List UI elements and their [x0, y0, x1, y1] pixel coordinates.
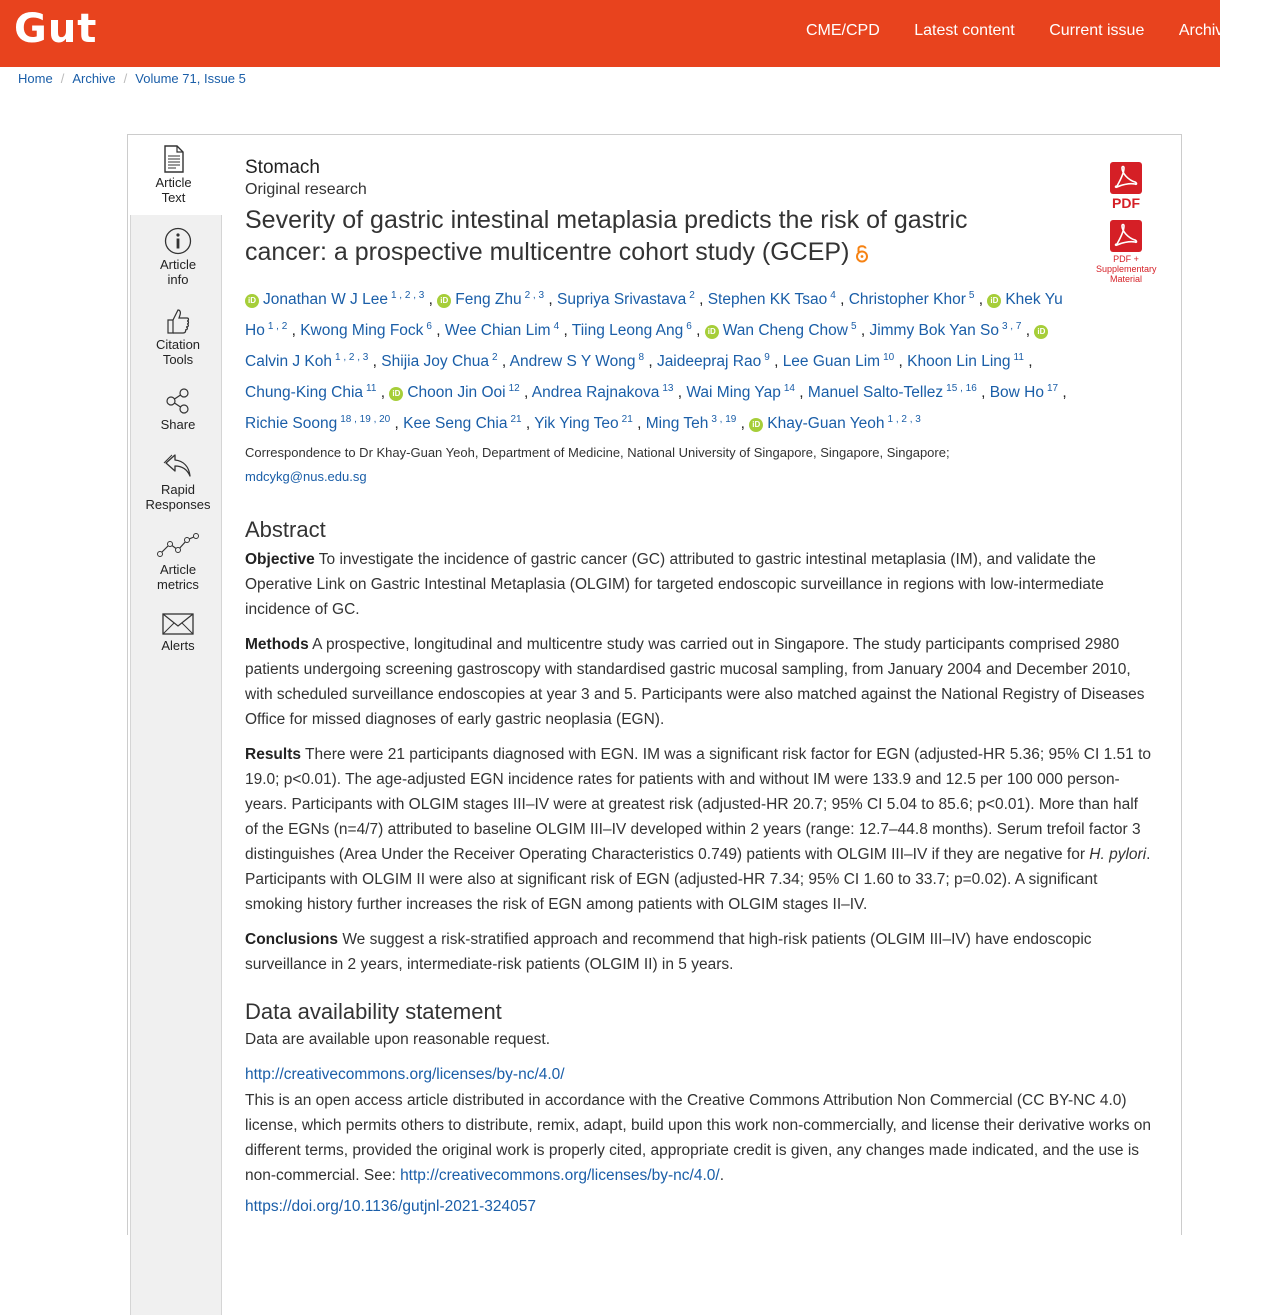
tab-label: Article [155, 175, 192, 190]
author-affiliation[interactable]: 10 [883, 352, 895, 363]
thumbs-up-icon [165, 307, 191, 335]
license-link-inline[interactable]: http://creativecommons.org/licenses/by-nc/4.0/ [400, 1167, 720, 1184]
author-affiliation[interactable]: 3 , 7 [1001, 321, 1022, 332]
author [749, 415, 921, 432]
abstract-text: There were 21 participants diagnosed with EGN. IM was a significant risk factor for EGN (adjusted-HR 5.36; 95% CI 1.51 to 19.0; p<0.01). The age-adjusted EGN incidence rates for patients with and without IM were 133.9 and 12.5 per 100 000 person-years. Participants with OLGIM stages III–IV were at greatest risk (adjusted-HR 20.7; 95% CI 5.04 to 85.6; p<0.01). More than half of the EGNs (n=4/7) attributed to baseline OLGIM III–IV developed within 2 years (range: 12.7–44.8 months). Serum trefoil factor 3 distinguishes (Area Under the Receiver Operating Characteristics 0.749) patients with OLGIM III–IV if they are negative for [245, 746, 1152, 863]
author-affiliation[interactable]: 12 [508, 383, 520, 394]
tab-label: Rapid [161, 482, 195, 497]
orcid-icon[interactable]: iD [749, 418, 763, 432]
abstract-conclusions [245, 927, 1155, 977]
author-affiliation[interactable]: 1 , 2 , 3 [390, 290, 425, 301]
author [849, 291, 975, 308]
author-link[interactable]: Calvin J Koh [245, 353, 333, 370]
author-affiliation[interactable]: 17 [1046, 383, 1059, 394]
author [403, 415, 521, 432]
breadcrumb-issue[interactable]: Volume 71, Issue 5 [135, 71, 246, 86]
orcid-icon[interactable]: iD [1034, 325, 1048, 339]
author [557, 291, 695, 308]
nav-latest-content[interactable]: Latest content [914, 22, 1015, 39]
author [245, 384, 376, 401]
correspondence-email[interactable]: mdcykg@nus.edu.sg [245, 469, 367, 484]
author [389, 384, 519, 401]
tab-article-info[interactable] [133, 227, 223, 287]
tab-label: Article [159, 257, 197, 272]
author [510, 353, 644, 370]
article-type: Original research [245, 181, 367, 198]
author-affiliation[interactable]: 6 [426, 321, 432, 332]
tab-label: metrics [157, 577, 199, 592]
license-text-body: This is an open access article distributed in accordance with the Creative Commons Attribution Non Commercial (CC BY-NC 4.0) license, which permits others to distribute, remix, adapt, build upon this work non-commercially, and license their derivative works on different terms, provided the original work is properly cited, appropriate credit is given, any changes made indicated, and the use is non-commercial. See: [245, 1092, 1152, 1184]
author [245, 291, 424, 308]
correspondence-text: Correspondence to Dr Khay-Guan Yeoh, Department of Medicine, National University of Singapore, Singapore, Singapore; [245, 445, 950, 460]
author-affiliation[interactable]: 3 , 19 [711, 414, 737, 425]
author [437, 291, 544, 308]
author-affiliation[interactable]: 2 [492, 352, 498, 363]
author-affiliation[interactable]: 14 [783, 383, 795, 394]
author [808, 384, 977, 401]
tab-label: Responses [145, 497, 211, 512]
author-link[interactable]: Andrew S Y Wong [509, 353, 636, 370]
breadcrumb-separator: / [60, 71, 65, 86]
author [381, 353, 497, 370]
document-icon [163, 145, 185, 173]
breadcrumb-separator: / [123, 71, 128, 86]
tab-citation-tools[interactable] [133, 307, 223, 367]
author-affiliation[interactable]: 15 , 16 [946, 383, 977, 394]
author [534, 415, 633, 432]
pdf-supplementary-label: PDF + Supplementary Material [1096, 254, 1157, 284]
author-affiliation[interactable]: 1 , 2 [267, 321, 288, 332]
author-link[interactable]: Kee Seng Chia [403, 415, 508, 432]
breadcrumb-home[interactable]: Home [18, 71, 53, 86]
author [907, 353, 1024, 370]
author-link[interactable]: Bow Ho [989, 384, 1044, 401]
author [532, 384, 674, 401]
author-link[interactable]: Christopher Khor [848, 291, 966, 308]
author [300, 322, 432, 339]
tab-label: Tools [162, 352, 194, 367]
author-link[interactable]: Wai Ming Yap [686, 384, 781, 401]
tab-label: Text [161, 190, 186, 205]
nav-current-issue[interactable]: Current issue [1049, 22, 1145, 39]
journal-logo[interactable]: Gut [14, 6, 98, 52]
breadcrumb-archive[interactable]: Archive [72, 71, 116, 86]
tab-label: info [167, 272, 189, 287]
top-nav [806, 22, 1262, 40]
author [990, 384, 1058, 401]
article-section: Stomach [245, 157, 320, 178]
abstract-italic: H. pylori [1089, 846, 1147, 863]
tab-alerts[interactable] [133, 612, 223, 653]
abstract-label: Conclusions [245, 931, 339, 948]
author [646, 415, 737, 432]
author [705, 322, 857, 339]
author-affiliation[interactable]: 8 [638, 352, 645, 363]
author-affiliation[interactable]: 4 [830, 290, 836, 301]
data-availability-heading: Data availability statement [245, 999, 502, 1024]
orcid-icon[interactable]: iD [389, 387, 403, 401]
author-link[interactable]: Jimmy Bok Yan So [869, 322, 999, 339]
article-title [245, 204, 1045, 268]
orcid-icon[interactable]: iD [245, 294, 259, 308]
correspondence [245, 441, 1155, 489]
author-affiliation[interactable]: 4 [553, 321, 560, 332]
author-affiliation[interactable]: 5 [850, 321, 857, 332]
license-text [245, 1088, 1155, 1188]
author-affiliation[interactable]: 6 [686, 321, 692, 332]
author-link[interactable]: Andrea Rajnakova [531, 384, 660, 401]
tab-label: Citation [155, 337, 201, 352]
tab-label: Article [159, 562, 197, 577]
data-availability-text: Data are available upon reasonable request. [245, 1031, 551, 1048]
author-link[interactable]: Lee Guan Lim [782, 353, 881, 370]
info-icon [164, 227, 192, 255]
license-text-end: . [719, 1167, 724, 1184]
author-link[interactable]: Yik Ying Teo [534, 415, 619, 432]
abstract-label: Methods [245, 636, 309, 653]
article-title-text: Severity of gastric intestinal metaplasia predicts the risk of gastric cancer: a prospective multicentre cohort study (GCEP) [245, 206, 968, 266]
breadcrumb [18, 71, 246, 86]
abstract-text: To investigate the incidence of gastric cancer (GC) attributed to gastric intestinal metaplasia (IM), and validate the Operative Link on Gastric Intestinal Metaplasia (OLGIM) for targeted endoscopic surveillance in regions with low-intermediate incidence of GC. [245, 551, 1104, 618]
author-link[interactable]: Khek Yu Ho [245, 291, 1063, 339]
author-link[interactable]: Chung-King Chia [245, 384, 364, 401]
abstract-label: Objective [245, 551, 315, 568]
author-link[interactable]: Shijia Joy Chua [381, 353, 489, 370]
author-affiliation[interactable]: 18 , 19 , 20 [340, 414, 391, 425]
author-link[interactable]: Stephen KK Tsao [707, 291, 828, 308]
author-affiliation[interactable]: 2 , 3 [524, 290, 545, 301]
open-access-icon [855, 243, 869, 263]
article-content [245, 135, 1155, 1216]
author-link[interactable]: Kwong Ming Fock [300, 322, 424, 339]
envelope-icon [162, 612, 194, 636]
orcid-icon[interactable]: iD [437, 294, 451, 308]
author-link[interactable]: Khay-Guan Yeoh [767, 415, 885, 432]
tab-label: Share [160, 417, 196, 432]
pdf-label: PDF [1112, 195, 1140, 211]
author [245, 415, 390, 432]
sidebar [130, 215, 222, 1315]
orcid-icon[interactable]: iD [705, 325, 719, 339]
nav-archive[interactable]: Archive [1178, 22, 1233, 39]
abstract-objective [245, 547, 1155, 622]
doi-line [245, 1198, 1155, 1216]
license-link[interactable]: http://creativecommons.org/licenses/by-nc/4.0/ [245, 1066, 565, 1083]
author-link[interactable]: Jonathan W J Lee [263, 291, 388, 308]
orcid-icon[interactable]: iD [987, 294, 1001, 308]
author [657, 353, 770, 370]
tab-article-text[interactable] [128, 135, 220, 216]
author-affiliation[interactable]: 11 [1013, 352, 1024, 363]
author-link[interactable]: Wan Cheng Chow [722, 322, 848, 339]
author-affiliation[interactable]: 9 [764, 352, 770, 363]
author-list: iD Jonathan W J Lee $^{1 , 2 , 3}$ , iD Feng Zhu $^{2 , 3}$ , Supriya Srivastava $^2$ , Stephen KK Tsao $^4$ , Christopher Khor $^5$ , iD Khek Yu Ho $^{1 , 2}$ , Kwong Ming Fock $^6$ , Wee Chian Lim $^4$ , Tiing Leong Ang $^6$ , iD Wan Cheng Chow $^5$ , Jimmy Bok Yan So $^{3 , 7}$ , iDCalvin J Koh $^{1 , 2 , 3}$ , Shijia Joy Chua $^2$ , Andrew S Y Wong $^8$ , Jaideepraj Rao $^9$ , Lee Guan Lim $^{10}$ , Khoon Lin Ling $^{11}$ , Chung-King Chia $^{11}$ , iD Choon Jin Ooi $^{12}$ , Andrea Rajnakova $^{13}$ , Wai Ming Yap $^{14}$ , Manuel Salto-Tellez $^{15 , 16}$ , Bow Ho $^{17}$ , Richie Soong $^{18 , 19 , 20}$ , Kee Seng Chia $^{21}$ , Yik Ying Teo $^{21}$ , Ming Teh $^{3 , 19}$ , iD Khay-Guan Yeoh $^{1 , 2 , 3}$ [245, 290, 1067, 432]
author-affiliation[interactable]: 21 [621, 414, 633, 425]
author-link[interactable]: Jaideepraj Rao [656, 353, 762, 370]
author-affiliation[interactable]: 2 [689, 290, 695, 301]
metrics-icon [157, 532, 199, 560]
abstract-results [245, 742, 1155, 917]
abstract-methods [245, 632, 1155, 732]
abstract-heading: Abstract [245, 517, 326, 542]
abstract-label: Results [245, 746, 301, 763]
author-affiliation[interactable]: 11 [366, 383, 377, 394]
author-link[interactable]: Feng Zhu [455, 291, 522, 308]
doi-link[interactable]: https://doi.org/10.1136/gutjnl-2021-324057 [245, 1198, 536, 1215]
author [869, 322, 1021, 339]
author-link[interactable]: Tiing Leong Ang [571, 322, 684, 339]
author-link[interactable]: Richie Soong [245, 415, 338, 432]
author [445, 322, 559, 339]
author-link[interactable]: Wee Chian Lim [444, 322, 551, 339]
author-affiliation[interactable]: 13 [662, 383, 674, 394]
author [686, 384, 795, 401]
author-link[interactable]: Ming Teh [645, 415, 709, 432]
author-link[interactable]: Manuel Salto-Tellez [807, 384, 944, 401]
author-affiliation[interactable]: 1 , 2 , 3 [335, 352, 369, 363]
author [708, 291, 836, 308]
author-affiliation[interactable]: 5 [968, 290, 975, 301]
author-link[interactable]: Supriya Srivastava [556, 291, 687, 308]
tab-label: Alerts [161, 638, 195, 653]
abstract-text: A prospective, longitudinal and multicentre study was carried out in Singapore. The study participants comprised 2980 patients undergoing screening gastroscopy with standardised gastric mucosal sampling, from January 2004 and December 2010, with scheduled surveillance endoscopies at year 3 and 5. Participants were also matched against the National Registry of Diseases Office for missed diagnoses of early gastric neoplasia (EGN). [245, 636, 1145, 728]
nav-cme-cpd[interactable]: CME/CPD [806, 22, 880, 39]
author-affiliation[interactable]: 1 , 2 , 3 [887, 414, 921, 425]
tab-share[interactable] [133, 387, 223, 432]
author-link[interactable]: Khoon Lin Ling [907, 353, 1011, 370]
tab-article-metrics[interactable] [133, 532, 223, 592]
author-link[interactable]: Choon Jin Ooi [407, 384, 506, 401]
article-frame [127, 134, 1182, 1235]
tab-rapid-responses[interactable] [133, 452, 223, 512]
site-header [0, 0, 1233, 67]
abstract-text: . Participants with OLGIM II were also at significant risk of EGN (adjusted-HR 7.34; 95% CI 1.60 to 33.7; p=0.02). A significant smoking history further increases the risk of EGN among patients with OLGIM stages II–IV. [245, 846, 1151, 913]
author-affiliation[interactable]: 21 [510, 414, 522, 425]
reply-icon [163, 452, 193, 480]
share-icon [164, 387, 192, 415]
author [783, 353, 895, 370]
author [572, 322, 692, 339]
abstract-text: We suggest a risk-stratified approach and recommend that high-risk patients (OLGIM III–IV) have endoscopic surveillance in 2 years, intermediate-risk patients (OLGIM II) in 5 years. [245, 931, 1092, 973]
